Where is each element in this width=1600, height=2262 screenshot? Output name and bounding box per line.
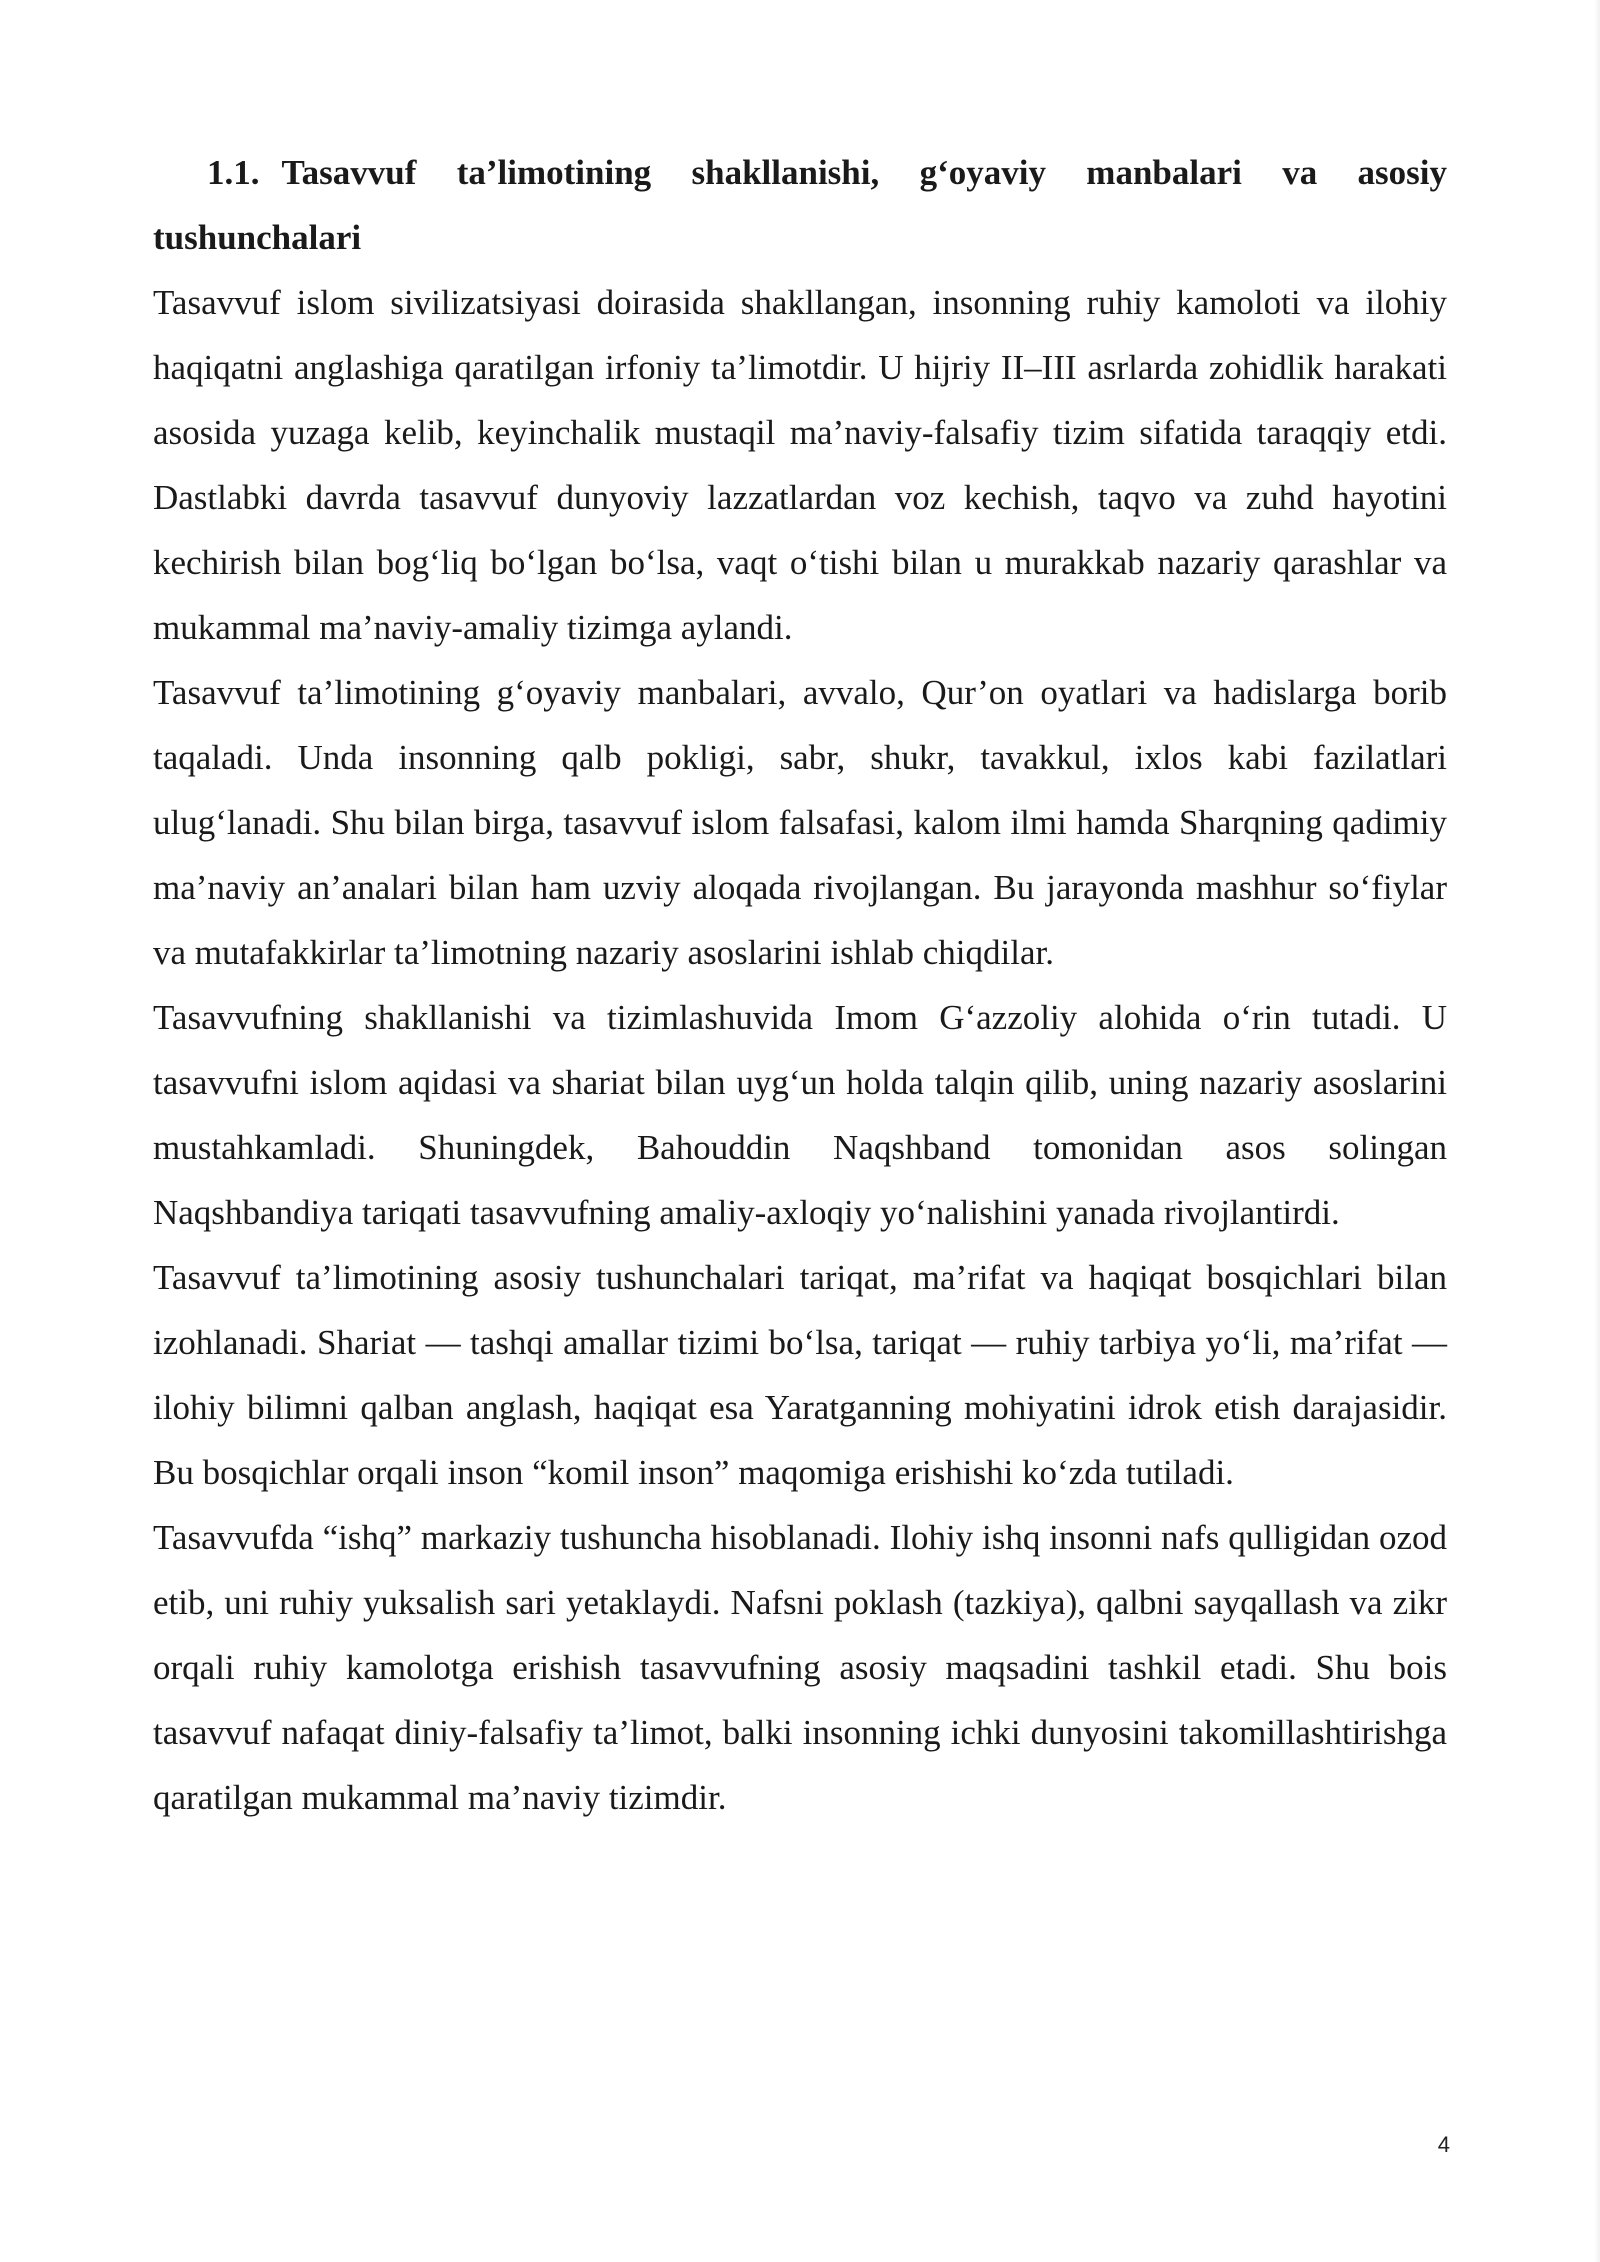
section-heading <box>153 140 1447 270</box>
page-edge-shadow <box>1594 0 1600 2262</box>
page-body <box>153 140 1447 1830</box>
section-title: Tasavvuf ta’limotining shakllanishi, g‘oyaviy manbalari va asosiy tushunchalari <box>153 153 1447 257</box>
paragraph-1: Tasavvuf islom sivilizatsiyasi doirasida shakllangan, insonning ruhiy kamoloti va ilohiy haqiqatni anglashiga qaratilgan irfoniy ta’limotdir. U hijriy II–III asrlarda zohidlik harakati asosida yuzaga kelib, keyinchalik mustaqil ma’naviy-falsafiy tizim sifatida taraqqiy etdi. Dastlabki davrda tasavvuf dunyoviy lazzatlardan voz kechish, taqvo va zuhd hayotini kechirish bilan bog‘liq bo‘lgan bo‘lsa, vaqt o‘tishi bilan u murakkab nazariy qarashlar va mukammal ma’naviy-amaliy tizimga aylandi. <box>153 283 1447 647</box>
section-number: 1.1. <box>207 153 260 192</box>
paragraph-2: Tasavvuf ta’limotining g‘oyaviy manbalari, avvalo, Qur’on oyatlari va hadislarga borib taqaladi. Unda insonning qalb pokligi, sabr, shukr, tavakkul, ixlos kabi fazilatlari ulug‘lanadi. Shu bilan birga, tasavvuf islom falsafasi, kalom ilmi hamda Sharqning qadimiy ma’naviy an’analari bilan ham uzviy aloqada rivojlangan. Bu jarayonda mashhur so‘fiylar va mutafakkirlar ta’limotning nazariy asoslarini ishlab chiqdilar. <box>153 673 1447 972</box>
paragraph-5: Tasavvufda “ishq” markaziy tushuncha hisoblanadi. Ilohiy ishq insonni nafs qulligidan ozod etib, uni ruhiy yuksalish sari yetaklaydi. Nafsni poklash (tazkiya), qalbni sayqallash va zikr orqali ruhiy kamolotga erishish tasavvufning asosiy maqsadini tashkil etadi. Shu bois tasavvuf nafaqat diniy-falsafiy ta’limot, balki insonning ichki dunyosini takomillashtirishga qaratilgan mukammal ma’naviy tizimdir. <box>153 1518 1447 1817</box>
page-number: 4 <box>1437 2132 1450 2157</box>
paragraph-4: Tasavvuf ta’limotining asosiy tushunchalari tariqat, ma’rifat va haqiqat bosqichlari bilan izohlanadi. Shariat — tashqi amallar tizimi bo‘lsa, tariqat — ruhiy tarbiya yo‘li, ma’rifat — ilohiy bilimni qalban anglash, haqiqat esa Yaratganning mohiyatini idrok etish darajasidir. Bu bosqichlar orqali inson “komil inson” maqomiga erishishi ko‘zda tutiladi. <box>153 1258 1447 1492</box>
paragraph-3: Tasavvufning shakllanishi va tizimlashuvida Imom G‘azzoliy alohida o‘rin tutadi. U tasavvufni islom aqidasi va shariat bilan uyg‘un holda talqin qilib, uning nazariy asoslarini mustahkamladi. Shuningdek, Bahouddin Naqshband tomonidan asos solingan Naqshbandiya tariqati tasavvufning amaliy-axloqiy yo‘nalishini yanada rivojlantirdi. <box>153 998 1447 1232</box>
